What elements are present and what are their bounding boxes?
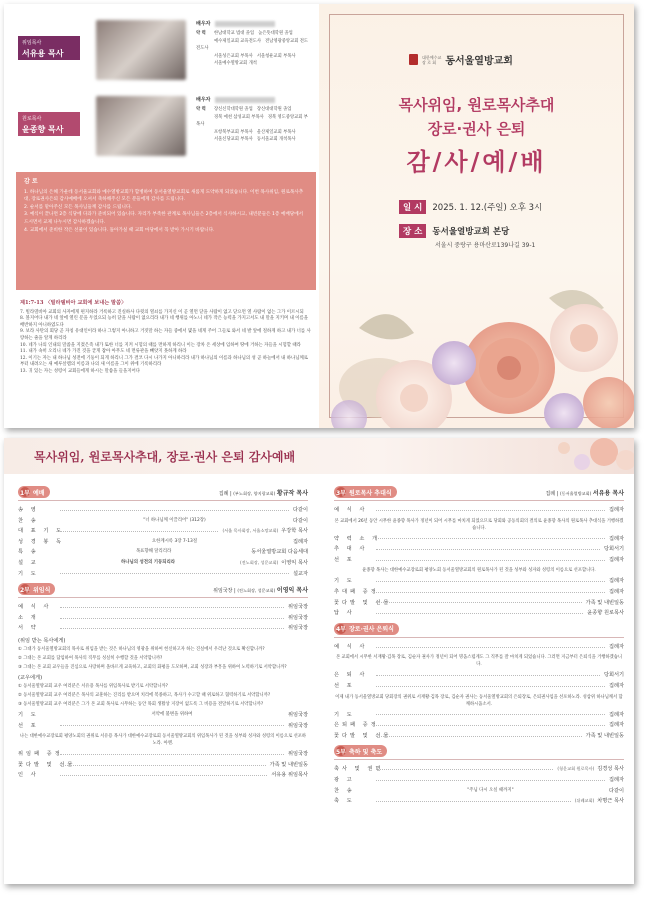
row-person: 위임국장 <box>287 604 308 611</box>
row-item: 성 경 봉 독 <box>18 538 64 545</box>
event-address: 서울시 중랑구 용마산로139나길 39-1 <box>435 242 536 249</box>
cover-front-panel <box>319 4 634 428</box>
section-header <box>18 583 308 598</box>
denomination-line: 대한예수교 <box>422 54 442 60</box>
denomination-line: 장 로 회 <box>422 59 437 65</box>
notice-heading: 감 로 <box>24 178 38 185</box>
row-detail: 요한계시록 3장 7-13절 <box>151 538 198 544</box>
installation-declaration: 나는 대한예수교장로회 평양노회의 권위로 서유용 목사가 대한예수교장로회 동서울열방교회의 위임목사가 된 것을 성부와 성자와 성령의 이름으로 선포하노라. 아멘. <box>19 734 307 747</box>
program-row <box>334 681 624 692</box>
row-person: 당회서기 <box>603 546 624 553</box>
program-row <box>18 547 308 558</box>
row-person: 가족 및 내빈일동 <box>269 761 308 768</box>
program-row <box>18 721 308 732</box>
scripture-verse: 11. 내가 속히 오리니 네가 가진 것을 굳게 잡아 아무도 네 면류관을 빼앗지 못하게 하라 <box>20 349 187 355</box>
section-number: 5부 <box>336 746 346 756</box>
cover-title-line-1: 목사위임, 원로목사추대 <box>398 96 555 114</box>
row-person <box>575 796 624 807</box>
career-line: 높은뜻대학원 졸업 <box>258 31 293 36</box>
career-line: 포항북부교회 부목사 <box>214 129 253 135</box>
row-item: 예 식 사 <box>18 604 52 611</box>
vow-pastor-heading: (위임 받는 목사에게) <box>18 637 66 644</box>
program-row <box>334 775 624 786</box>
row-item: 찬 송 <box>18 517 39 524</box>
row-note: (전노회장, 성문교회) <box>239 559 279 565</box>
scripture-passage <box>20 300 312 376</box>
row-person: 집례자 <box>608 711 624 718</box>
row-item: 예 식 사 <box>334 643 368 650</box>
row-item: 대 표 기 도 <box>18 528 64 535</box>
row-person <box>222 526 308 537</box>
church-name: 동서울열방교회 <box>445 56 513 67</box>
row-item: 축 도 <box>334 798 355 805</box>
section-header <box>334 745 624 760</box>
row-item: 추 대 사 <box>334 546 368 553</box>
row-item: 꽃다발 및 선물 <box>334 732 392 739</box>
profile-name: 서유용 목사 <box>22 49 64 58</box>
career-line: 예수제일교회 교육전도사 <box>214 38 262 44</box>
career-line: 경북 예천 삼성교회 부목사 <box>214 114 264 120</box>
section-badge <box>334 745 387 757</box>
row-item: 예 식 사 <box>334 507 368 513</box>
program-row <box>18 623 308 634</box>
row-item: 추대패 증정 <box>334 588 379 595</box>
row-detail: 서약에 불변을 위하여 <box>151 711 193 717</box>
leader-name: 황규작 목사 <box>276 489 308 497</box>
row-person: 동서울열방교회 다음세대 <box>251 549 308 556</box>
row-person: 집례자 <box>608 682 624 689</box>
notice-item: 2. 순서를 맡아주신 모든 목사님들께 감사를 드립니다. <box>24 204 132 210</box>
cover-title-main: 감/사/예/배 <box>406 147 547 176</box>
program-row <box>334 555 624 566</box>
career-label: 약 력 <box>196 107 206 112</box>
row-person: 다같이 <box>608 787 624 794</box>
spouse-label: 배우자 <box>196 21 211 27</box>
career-line: 울산제일교회 부목사 <box>256 129 296 135</box>
leader-name: 이영익 목사 <box>276 586 308 594</box>
section-name: 위임식 <box>33 586 51 594</box>
leader-label: 집례 | <box>218 490 232 497</box>
denomination <box>422 55 441 65</box>
row-person: 설교자 <box>292 570 308 577</box>
row-person-name: 차명근 목사 <box>597 798 624 805</box>
profile-spouse <box>196 20 275 27</box>
row-item: 서 약 <box>18 625 39 632</box>
career-line: 서울예수열방교회 개척 <box>214 61 257 66</box>
row-item: 꽃다발 및 선물 <box>18 761 76 768</box>
program-row <box>334 608 624 619</box>
profile-photo <box>96 20 186 80</box>
section-name: 장로·권사 은퇴식 <box>349 626 394 634</box>
row-person: 집례자 <box>608 535 624 542</box>
career-line: 장신대대학원 졸업 <box>256 107 292 112</box>
row-item: 축사 및 권면 <box>334 766 384 773</box>
row-person <box>240 558 308 569</box>
leader-label: 위임국장 | <box>213 587 236 594</box>
vow-question: ① 동서울열방교회 교우 여러분은 서유용 목사를 위임목사로 받기로 서약합니까? <box>18 683 168 689</box>
row-person: 위임국장 <box>287 625 308 632</box>
leader-note: (동서울열방교회) <box>559 490 592 496</box>
profile-role: 원로목사 <box>22 116 42 122</box>
program-row <box>18 516 308 527</box>
event-place <box>399 224 509 238</box>
career-line: 서울청운교회 부목사 <box>256 53 296 59</box>
row-detail: "너 하나님께 이끌리어" (312장) <box>143 517 206 523</box>
cover-title-line-2: 장로·권사 은퇴 <box>427 120 526 138</box>
profile-role: 위임목사 <box>22 40 42 46</box>
profile-emeritus-pastor <box>16 92 312 162</box>
row-item: 선 포 <box>18 722 39 729</box>
scripture-verse: 12. 이기는 자는 내 하나님 성전에 기둥이 되게 하리니 그가 결코 다시 나가지 아니하리라 내가 하나님의 이름과 하나님의 성 곧 하늘에서 내 하나님께로부터 내려오는 새 예루살렘의 이름과 나의 새 이름을 그이 위에 기록하리라 <box>20 355 308 368</box>
program-row <box>18 770 308 781</box>
program-row <box>334 544 624 555</box>
career-line: 한남대학교 법대 졸업 <box>214 31 255 36</box>
row-note: (서울 목사회장, 서울소망교회) <box>222 528 279 534</box>
row-person: 다같이 <box>292 517 308 524</box>
blurred-name <box>215 21 275 27</box>
career-label: 약 력 <box>196 31 206 36</box>
row-item: 위임패 증정 <box>18 751 63 758</box>
vow-members-heading: (교우에게) <box>18 674 43 681</box>
scripture-heading: 제1:7-13 〈빌라델비아 교회에 보내는 말씀〉 <box>20 300 127 306</box>
profile-installed-pastor <box>16 16 312 86</box>
program-right-column <box>334 482 624 807</box>
ceremony-declaration: 윤종향 목사는 대한예수교장로회 평양노회 동서울열방교회의 원로목사가 된 것을 성부와 성자와 성령의 이름으로 선포합니다. <box>362 568 596 574</box>
career-line: 전남영광중앙교회 전도전도사 <box>196 38 309 51</box>
section-number: 3부 <box>336 487 346 497</box>
notice-item: 4. 교회에서 준비한 작은 선물이 있습니다. 돌아가실 때 교회 마당에서 꼭 받아 가시기 바랍니다. <box>24 227 215 233</box>
row-item: 약 력 소 개 <box>334 535 380 542</box>
row-person: 집례자 <box>608 556 624 563</box>
ceremony-statement: 본 교회에서 26년 동안 시무한 윤종향 목사가 정년이 되어 시무를 마치게 되었으므로 당회와 공동의회의 결의로 윤종향 목사의 원로목사 추대식을 거행하겠습니다. <box>334 518 624 531</box>
event-date <box>399 200 542 214</box>
row-person <box>557 764 624 775</box>
church-emblem-icon <box>409 54 418 65</box>
row-person-name: 이영익 목사 <box>281 559 308 566</box>
program-row <box>18 710 308 721</box>
row-item: 꽃다발 및 선물 <box>334 599 392 606</box>
notice-item: 1. 하나님의 은혜 가운데 동서울교회와 예수열방교회가 합병하여 동서울열방교회로 새롭게 도약하게 되었습니다. 이번 목사위임, 원로목사추대, 장로권사은퇴 감사예배에 오셔서 축하해주신 모든 분들에게 감사를 드립니다. <box>24 189 304 203</box>
section-header <box>334 623 624 638</box>
program-row <box>18 602 308 613</box>
scripture-verse: 7. 빌라델비아 교회의 사자에게 편지하라 거룩하고 진실하사 다윗의 열쇠를 가지신 이 곧 열면 닫을 사람이 없고 닫으면 열 사람이 없는 그가 이르시되 <box>20 309 304 315</box>
row-item: 기 도 <box>334 578 355 585</box>
row-person: 당회서기 <box>603 672 624 679</box>
row-item: 선 포 <box>334 682 355 689</box>
leader-note: (부노회장, 양지광교회) <box>233 490 276 496</box>
row-detail: 하나님의 성전의 기둥되리라 <box>121 559 175 565</box>
row-person: 집례자 <box>608 776 624 783</box>
notice-item: 3. 예식이 끝나면 2층 식당에 다과가 준비되어 있습니다. 자리가 부족한 관계로 목사님들은 2층에서 식사하시고, 내빈분들은 1층 예배당에서 드시면서 교제 나누시면 감사하겠습니다. <box>24 212 304 225</box>
row-item: 은퇴패 증정 <box>334 722 379 729</box>
profile-name: 윤종향 목사 <box>22 125 64 134</box>
career-line: 서울성은교회 부목사 <box>214 53 253 59</box>
program-row <box>334 642 624 653</box>
row-person: 집례자 <box>608 588 624 595</box>
career-line: 동서울교회 개척목사 <box>256 137 296 142</box>
row-person: 집례자 <box>608 507 624 513</box>
scripture-verse: 8. 볼지어다 내가 네 앞에 열린 문을 두었으되 능히 닫을 사람이 없으리라 내가 네 행위를 아노니 네가 작은 능력을 가지고서도 내 말을 지키며 내 이름을 배반하지 아니하였도다 <box>20 316 308 328</box>
program-row <box>334 670 624 681</box>
program-left-column <box>18 482 308 781</box>
flower-header-decoration <box>484 438 634 474</box>
section-number: 4부 <box>336 624 346 634</box>
row-item: 답 사 <box>334 610 355 617</box>
scripture-verse: 9. 보라 사탄의 회당 곧 자칭 유대인이라 하나 그렇지 아니하고 거짓말 하는 자들 중에서 몇을 네게 주어 그들로 와서 네 발 앞에 절하게 하고 내가 너를 사랑하는 줄을 알게 하리라 <box>20 329 311 341</box>
ceremony-declaration: 이제 내가 동서울열방교회 당회장의 권위로 서재황·김목 장로, 김순자 권사는 동서울열방교회의 은퇴장로, 은퇴권사임을 선포하노라. 성삼위 하나님께서 함께하시옵소서. <box>335 694 623 707</box>
cover-inside-panel <box>4 4 319 428</box>
bulletin-cover-sheet <box>4 4 634 428</box>
row-item: 선 포 <box>334 556 355 563</box>
spouse-label: 배우자 <box>196 97 211 103</box>
notice-box <box>16 172 316 290</box>
career-line: 경북 영도중앙교회 부목사 <box>196 114 308 127</box>
scripture-verse: 10. 네가 나의 인내의 말씀을 지켰은즉 내가 또한 너를 지켜 시험의 때를 면하게 하리니 이는 장차 온 세상에 임하여 땅에 거하는 자들을 시험할 때라 <box>20 342 301 348</box>
row-detail: 목표향해 달리리라 <box>135 549 172 555</box>
section-header <box>18 486 308 501</box>
row-person: 집례자 <box>292 538 308 545</box>
vow-question: ③ 동서울열방교회 교우 여러분은 그가 본 교회 목사로 시무하는 동안 목회 생활상 지장이 없도록 그 비용을 전달하기로 서약합니까? <box>18 701 264 707</box>
row-item: 송 영 <box>18 507 39 513</box>
program-row <box>18 760 308 771</box>
section-number: 1부 <box>20 487 30 497</box>
program-row <box>334 505 624 516</box>
profile-career <box>196 30 312 68</box>
vow-question: ③ 그대는 본 교회 교우들을 진심으로 사랑하며 올바르게 교육하고, 교회의 화평을 도모하며, 교회 성장과 부흥을 위하여 노력하기로 서약합니까? <box>18 664 287 670</box>
vow-question: ② 동서울열방교회 교우 여러분은 목사의 교훈하는 진리를 받으며 치리에 복종하고, 목사가 수고할 때 위로하고 협력하기로 서약합니까? <box>18 692 271 698</box>
section-leader <box>213 585 308 594</box>
profile-tag <box>18 36 80 60</box>
program-title: 목사위임, 원로목사추대, 장로·권사 은퇴 감사예배 <box>34 450 296 464</box>
church-logo <box>409 52 513 67</box>
row-item: 기 도 <box>18 711 39 718</box>
row-person: 위임국장 <box>287 722 308 729</box>
program-row <box>334 764 624 775</box>
row-person: 가족 및 내빈일동 <box>585 599 624 606</box>
date-label: 일 시 <box>399 200 426 214</box>
row-person: 서유용 위임목사 <box>271 772 308 779</box>
row-item: 기 도 <box>18 570 39 577</box>
ceremony-statement: 본 교회에서 시무한 서재황·김목 장로, 김순자 권사가 정년이 되어 명움스럽게도 그 직무를 잘 마치게 되었습니다. 그러면 지금부터 은퇴식을 거행하겠습니다. <box>335 655 623 668</box>
program-row <box>18 526 308 537</box>
program-row <box>18 537 308 548</box>
program-row <box>334 598 624 609</box>
section-leader <box>219 488 308 497</box>
section-name: 예배 <box>33 489 45 497</box>
program-row <box>334 587 624 598</box>
program-row <box>334 786 624 797</box>
place-value: 동서울열방교회 본당 <box>432 227 510 237</box>
scripture-verse: 13. 귀 있는 자는 성령이 교회들에게 하시는 말씀을 들을지어다 <box>20 368 140 374</box>
row-person-name: 우강학 목사 <box>281 528 308 535</box>
profile-tag <box>18 112 80 136</box>
row-item: 소 개 <box>18 614 39 621</box>
program-row <box>334 720 624 731</box>
program-row <box>18 558 308 569</box>
row-person-name: 김경성 목사 <box>597 766 624 773</box>
section-header <box>334 486 624 501</box>
row-note: (청운교회 원로목사) <box>557 766 595 772</box>
program-row <box>334 710 624 721</box>
leader-name: 서유용 목사 <box>592 489 624 497</box>
row-person: 집례자 <box>608 643 624 650</box>
program-row <box>334 534 624 545</box>
date-value: 2025. 1. 12.(주일) 오후 3시 <box>432 203 543 213</box>
row-item: 특 송 <box>18 549 39 556</box>
row-detail: "주님 다시 오실 때까지" <box>467 787 514 793</box>
program-row <box>18 505 308 516</box>
vow-question: ① 그대가 동서울열방교회의 목사로 위임을 받는 것은 하나님의 영광을 위하여 헌신하고자 하는 진실에서 우러난 것으로 확신합니까? <box>18 646 265 652</box>
vow-question: ② 그대는 본 교회를 담임하여 목사의 직무를 성실히 수행할 것을 서약합니까? <box>18 655 163 661</box>
section-badge <box>334 486 397 498</box>
row-item: 은 퇴 사 <box>334 672 368 679</box>
program-row <box>18 749 308 760</box>
section-number: 2부 <box>20 584 30 594</box>
program-row <box>334 576 624 587</box>
row-person: 집례자 <box>608 722 624 729</box>
section-name: 원로목사 추대식 <box>349 489 392 497</box>
section-badge <box>18 583 55 595</box>
row-person: 집례자 <box>608 578 624 585</box>
row-item: 기 도 <box>334 711 355 718</box>
program-row <box>334 731 624 742</box>
career-line: 장신신학대학원 졸업 <box>214 107 253 112</box>
row-person: 윤종향 원로목사 <box>587 610 624 617</box>
program-header <box>4 438 634 474</box>
section-badge <box>334 623 399 635</box>
row-person: 다같이 <box>292 507 308 513</box>
row-item: 광 고 <box>334 776 355 783</box>
row-person: 위임국장 <box>287 751 308 758</box>
program-row <box>18 613 308 624</box>
row-item: 인 사 <box>18 772 39 779</box>
career-line: 서울신당교회 부목사 <box>214 137 253 142</box>
row-item: 설 교 <box>18 559 39 566</box>
section-leader <box>545 488 624 497</box>
program-row <box>18 569 308 580</box>
row-item: 찬 송 <box>334 787 355 794</box>
place-label: 장 소 <box>399 224 426 238</box>
profile-spouse <box>196 96 275 103</box>
row-person: 위임국장 <box>287 711 308 718</box>
profile-photo <box>96 96 186 156</box>
leader-label: 집례 | <box>545 490 559 497</box>
row-person: 위임국장 <box>287 614 308 621</box>
section-name: 축하 및 축도 <box>349 748 383 756</box>
program-row <box>334 796 624 807</box>
bulletin-program-sheet <box>4 438 634 884</box>
row-note: (뒤레교회) <box>574 798 595 804</box>
flower-illustration <box>319 238 634 428</box>
blurred-name <box>215 97 275 103</box>
profile-career <box>196 106 312 144</box>
leader-note: (전노회장, 성문교회) <box>237 587 276 593</box>
section-badge <box>18 486 50 498</box>
row-person: 가족 및 내빈일동 <box>585 732 624 739</box>
